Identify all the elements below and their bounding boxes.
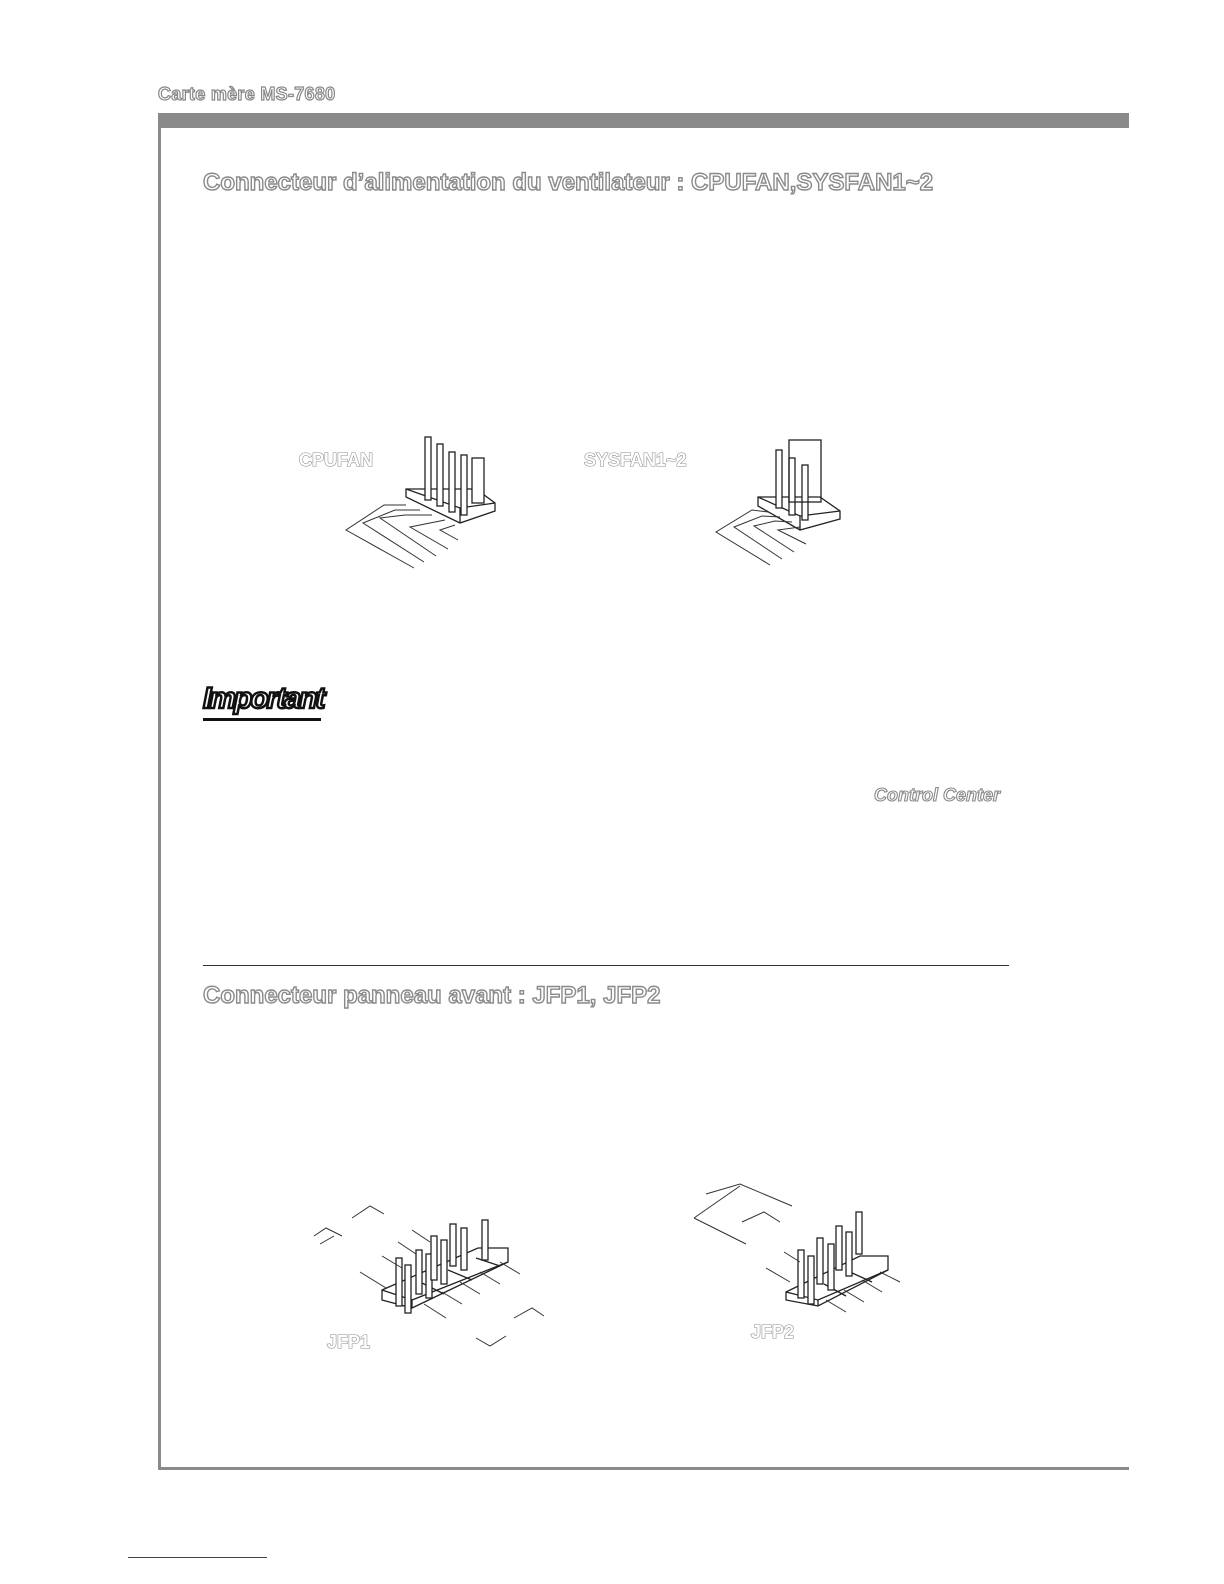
jfp2-pin [846, 1232, 852, 1276]
jfp1-pin [431, 1236, 437, 1280]
jfp2-pin [856, 1212, 862, 1254]
jfp1-label: JFP1 [327, 1332, 371, 1352]
jfp2-pin [817, 1238, 823, 1284]
jfp2-pin [798, 1250, 804, 1298]
jfp2-pin [836, 1226, 842, 1270]
jfp2-pin [808, 1256, 814, 1304]
jfp1-pin [441, 1240, 447, 1284]
cpufan-label: CPUFAN [299, 450, 374, 470]
page-header-title: Carte mère MS-7680 [158, 84, 336, 104]
front-panel-heading: Connecteur panneau avant : JFP1, JFP2 [203, 982, 661, 1009]
sysfan-label: SYSFAN1~2 [584, 450, 687, 470]
control-center-text: Control Center [874, 785, 1000, 805]
footer-link-underline [128, 1557, 267, 1558]
jfp1-pin [450, 1224, 456, 1266]
jfp1-pin [482, 1220, 488, 1260]
important-title: Important [203, 682, 324, 715]
fan-connector-heading: Connecteur d’alimentation du ventilateur : CPUFAN,SYSFAN1~2 [203, 169, 934, 196]
jfp2-pin [828, 1244, 834, 1290]
jfp1-pin [416, 1250, 422, 1294]
jfp2-label: JFP2 [751, 1322, 795, 1342]
jfp1-pin [461, 1228, 467, 1270]
jfp1-pin [405, 1265, 411, 1313]
